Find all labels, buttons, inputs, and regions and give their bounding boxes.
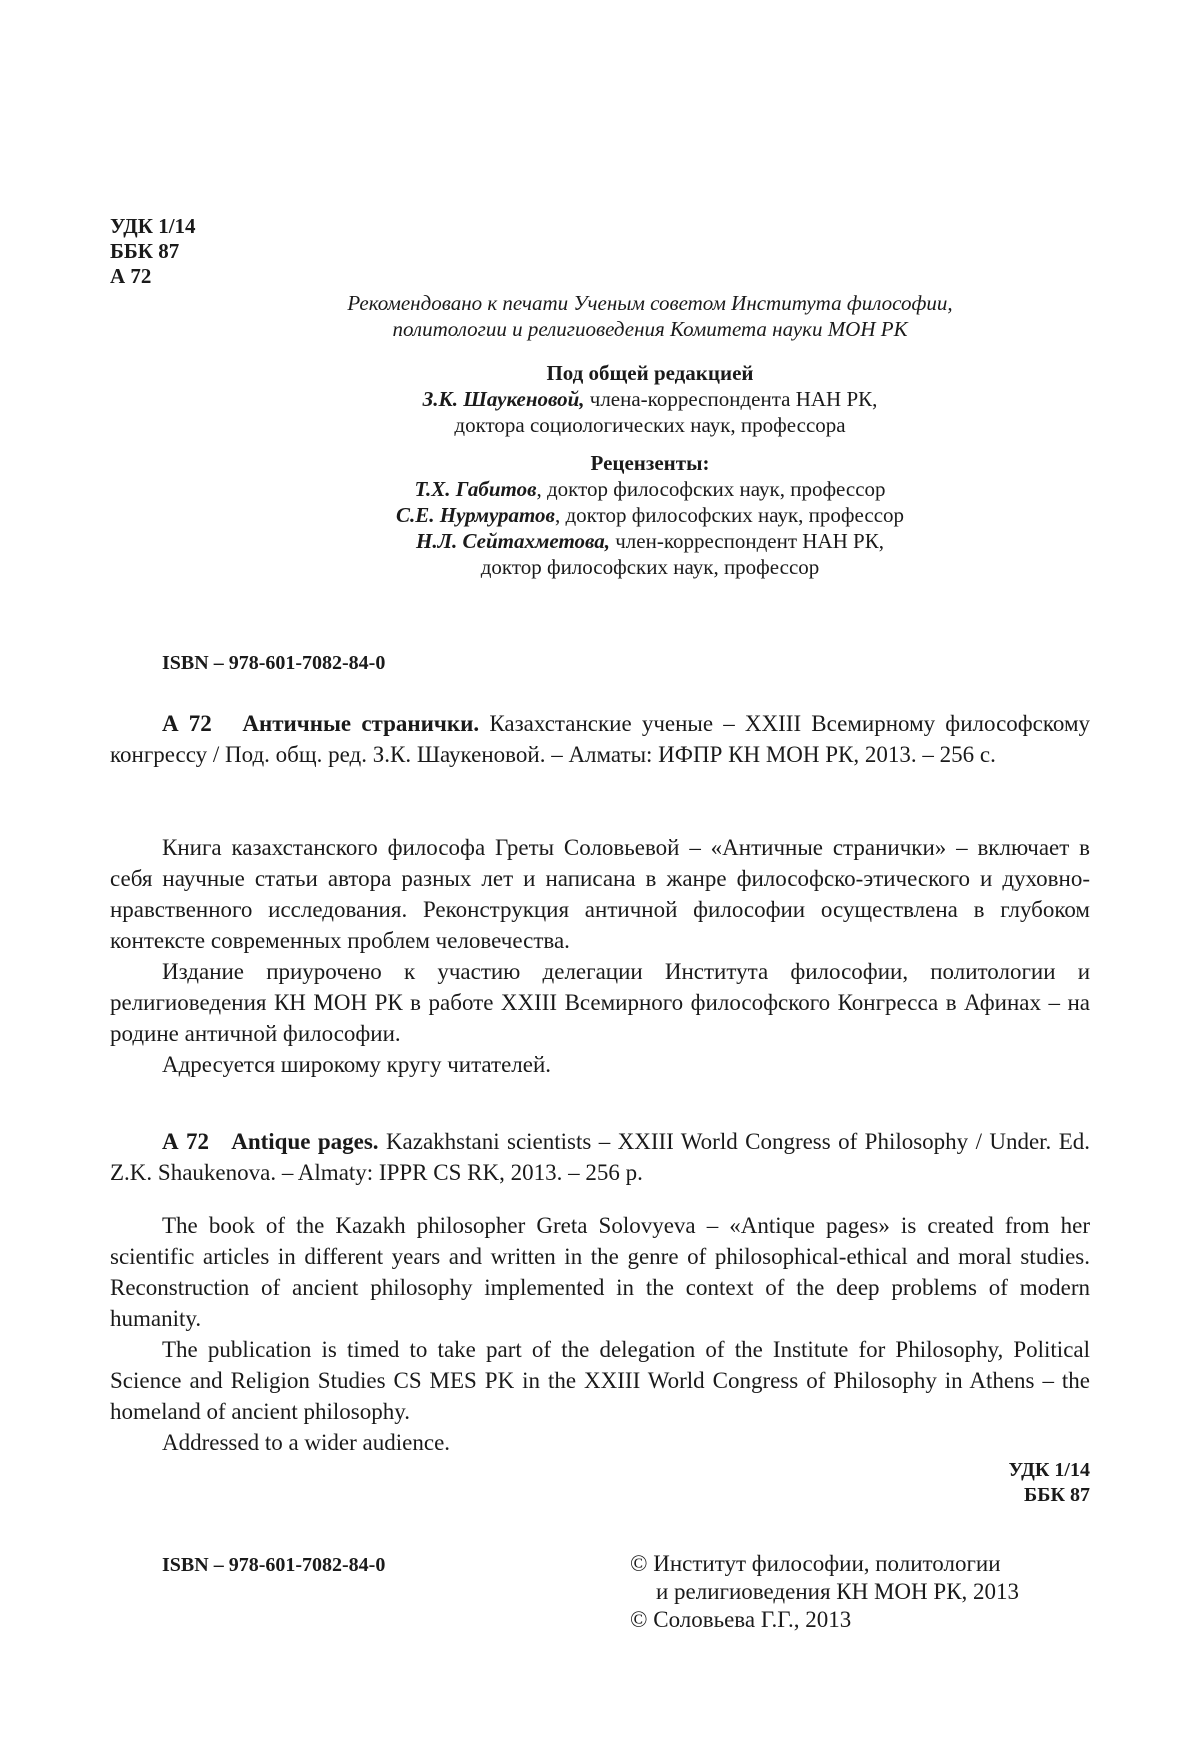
en-annotation-paragraph: Addressed to a wider audience. xyxy=(162,1430,451,1455)
editor-degree: доктора социологических наук, профессора xyxy=(454,413,846,437)
reviewer xyxy=(170,502,1130,528)
recommendation-line: политологии и религиоведения Комитета науки МОН РК xyxy=(392,317,908,341)
ru-reference xyxy=(110,708,1090,770)
udk-code: УДК 1/14 xyxy=(1008,1459,1090,1481)
reviewer-name: Т.Х. Габитов xyxy=(414,477,537,501)
udk-code: УДК 1/14 xyxy=(110,214,196,238)
reviewer-name: Н.Л. Сейтахметова, xyxy=(416,529,610,553)
ru-ref-mark: А 72 xyxy=(162,711,212,736)
editor-block xyxy=(170,360,1130,438)
reviewer-role: , доктор философских наук, профессор xyxy=(554,503,905,527)
en-ref-mark: А 72 xyxy=(162,1129,210,1154)
editor-heading: Под общей редакцией xyxy=(546,361,754,385)
copyright-block xyxy=(630,1550,1100,1634)
recommendation-line: Рекомендовано к печати Ученым советом Института философии, xyxy=(347,291,953,315)
ru-annotation-paragraph: Книга казахстанского философа Греты Соловьевой – «Античные странички» – включает в себя научные статьи автора разных лет и написана в жанре философско-этического и духовно-нравственного исследования. Реконструкция античной философии осуществлена в глубоком контексте современных проблем человечества. xyxy=(110,835,1090,953)
recommendation xyxy=(170,290,1130,342)
reviewer-degree: доктор философских наук, профессор xyxy=(480,555,820,579)
en-reference xyxy=(110,1126,1090,1188)
en-annotation xyxy=(110,1210,1090,1458)
bbk-code: ББК 87 xyxy=(1024,1484,1090,1506)
en-ref-rest: Kazakhstani scientists – XXIII World Congress of Philosophy / Under. Ed. Z.K. Shaukenova. – Almaty: IPPR CS RK, 2013. – 256 p. xyxy=(110,1129,1090,1185)
bbk-code: ББК 87 xyxy=(110,239,180,263)
editor-role: члена-корреспондента НАН РК, xyxy=(584,387,878,411)
copyright-line: © Институт философии, политологии xyxy=(630,1551,1001,1576)
editor-line xyxy=(170,386,1130,412)
bottom-classification-codes xyxy=(900,1458,1090,1508)
reviewer xyxy=(170,476,1130,502)
ru-annotation xyxy=(110,832,1090,1080)
ru-ref-rest: Казахстанские ученые – XXIII Всемирному философскому конгрессу / Под. общ. ред. З.К. Шаукеновой. – Алматы: ИФПР КН МОН РК, 2013. – 256 с. xyxy=(110,711,1091,767)
classification-codes xyxy=(110,214,196,289)
en-ref-title: Antique pages. xyxy=(231,1129,379,1154)
isbn-bottom: ISBN – 978-601-7082-84-0 xyxy=(162,1554,386,1576)
author-mark: А 72 xyxy=(110,264,152,288)
ru-annotation-paragraph: Издание приурочено к участию делегации Института философии, политологии и религиоведения КН МОН РК в работе XXIII Всемирного философского Конгресса в Афинах – на родине античной философии. xyxy=(110,959,1090,1046)
reviewer-name: С.Е. Нурмуратов xyxy=(395,503,555,527)
reviewer-role: член-корреспондент НАН РК, xyxy=(609,529,884,553)
reviewers-block xyxy=(170,450,1130,580)
editor-name: З.К. Шаукеновой, xyxy=(422,387,585,411)
reviewer xyxy=(170,528,1130,554)
en-annotation-paragraph: The publication is timed to take part of the delegation of the Institute for Philosophy, Political Science and Religion Studies CS MES PK in the XXIII World Congress of Philosophy in Athens – the homeland of ancient philosophy. xyxy=(110,1337,1090,1424)
ru-ref-title: Античные странички. xyxy=(242,711,480,736)
reviewer-role: , доктор философских наук, профессор xyxy=(536,477,886,501)
copyright-line: © Соловьева Г.Г., 2013 xyxy=(630,1607,852,1632)
ru-annotation-paragraph: Адресуется широкому кругу читателей. xyxy=(162,1052,552,1077)
en-annotation-paragraph: The book of the Kazakh philosopher Greta Solovyeva – «Antique pages» is created from her scientific articles in different years and written in the genre of philosophical-ethical and moral studies. Reconstruction of ancient philosophy implemented in the context of the deep problems of modern humanity. xyxy=(110,1213,1090,1331)
isbn-top: ISBN – 978-601-7082-84-0 xyxy=(162,652,386,674)
copyright-line: и религиоведения КН МОН РК, 2013 xyxy=(656,1579,1020,1604)
reviewers-heading: Рецензенты: xyxy=(590,451,710,475)
